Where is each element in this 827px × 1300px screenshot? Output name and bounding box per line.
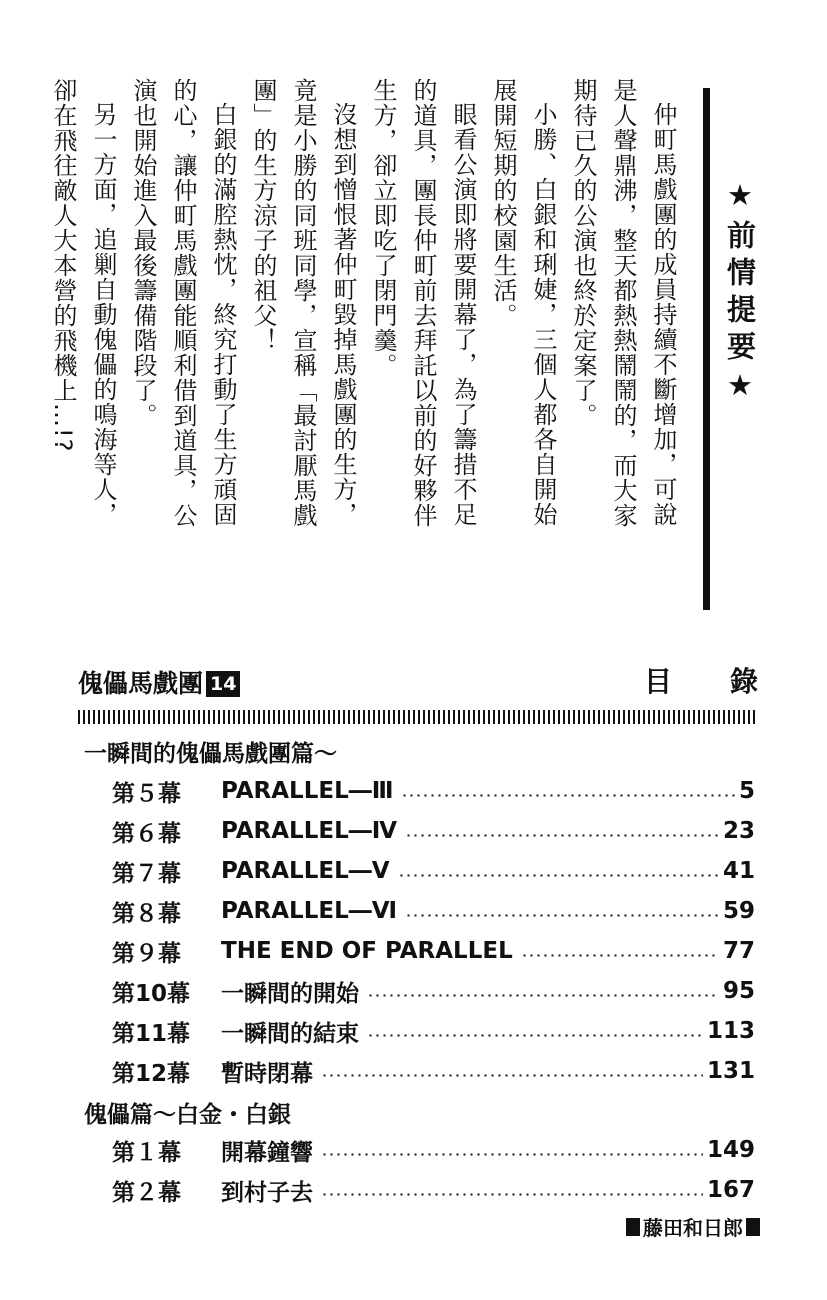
toc-entry[interactable]: [112, 894, 755, 928]
author-mark: [746, 1218, 760, 1236]
toc-act: 第７幕: [112, 860, 181, 887]
toc-chapter-title: 一瞬間的結束: [221, 1020, 359, 1047]
toc-page-number: 59: [722, 898, 755, 924]
toc-act: 第８幕: [112, 900, 181, 927]
synopsis-section: [49, 78, 760, 583]
toc-part-title: 傀儡篇～白金・白銀: [84, 1102, 291, 1128]
synopsis-title: ★前情提要★: [723, 178, 757, 410]
toc-page-number: 131: [706, 1058, 755, 1084]
toc-entry[interactable]: [112, 854, 755, 888]
toc-leader: [321, 1193, 703, 1196]
toc-header: [78, 660, 816, 700]
toc-act: 第５幕: [112, 780, 181, 807]
synopsis-paragraph: 仲町馬戲團的成員持續不斷增加，可說是人聲鼎沸，整天都熱熱鬧鬧的，而大家期待已久的公演也終於定案了。: [569, 78, 677, 528]
synopsis-body: [43, 78, 683, 548]
toc-leader: [321, 1074, 703, 1077]
toc-leader: [321, 1153, 703, 1156]
toc-chapter-title: 到村子去: [221, 1179, 313, 1206]
toc-entry[interactable]: [112, 934, 755, 968]
toc-page-number: 5: [738, 778, 755, 804]
toc-page-number: 41: [722, 858, 755, 884]
toc-entry[interactable]: [112, 1014, 755, 1048]
toc-chapter-title: PARALLEL―Ⅲ: [221, 778, 394, 804]
toc-divider: [78, 710, 758, 724]
toc-entry[interactable]: [112, 1173, 755, 1207]
toc-act: 第10幕: [112, 980, 191, 1007]
toc-page-number: 23: [722, 818, 755, 844]
book-title: [78, 664, 240, 700]
toc-chapter-title: 暫時閉幕: [221, 1060, 313, 1087]
synopsis-paragraph: 白銀的滿腔熱忱，終究打動了生方頑固的心，讓仲町馬戲團能順利借到道具，公演也開始進入最後籌備階段了。: [129, 78, 237, 528]
synopsis-paragraph: 沒想到憎恨著仲町毀掉馬戲團的生方，竟是小勝的同班同學，宣稱「最討厭馬戲團」的生方涼子的祖父！: [249, 78, 357, 528]
toc-part-title: 一瞬間的傀儡馬戲團篇～: [84, 741, 337, 767]
toc-page-number: 113: [706, 1018, 755, 1044]
author-mark: [626, 1218, 640, 1236]
toc-entry[interactable]: [112, 1054, 755, 1088]
toc-act: 第11幕: [112, 1020, 191, 1047]
toc-act: 第１幕: [112, 1139, 181, 1166]
toc-page-number: 149: [706, 1137, 755, 1163]
synopsis-divider: [703, 88, 710, 610]
toc-chapter-title: 開幕鐘響: [221, 1139, 313, 1166]
toc-act: 第２幕: [112, 1179, 181, 1206]
toc-page-number: 77: [722, 938, 755, 964]
toc-leader: [398, 874, 719, 877]
volume-badge: 14: [206, 671, 240, 697]
synopsis-paragraph: 眼看公演即將要開幕了，為了籌措不足的道具，團長仲町前去拜託以前的好夥伴生方，卻立即吃了閉門羹。: [369, 78, 477, 528]
toc-leader: [521, 954, 719, 957]
toc-chapter-title: PARALLEL―Ⅵ: [221, 898, 398, 924]
toc-leader: [401, 794, 735, 797]
author-credit: [623, 1212, 763, 1241]
synopsis-paragraph: 另一方面，追剿自動傀儡的鳴海等人，卻在飛往敵人大本營的飛機上…!?: [49, 78, 117, 527]
toc-heading: 目錄: [643, 665, 816, 698]
toc-chapter-title: PARALLEL―Ⅳ: [221, 818, 398, 844]
toc-chapter-title: THE END OF PARALLEL: [221, 938, 513, 964]
toc-leader: [405, 834, 719, 837]
toc-leader: [405, 914, 719, 917]
toc-entry[interactable]: [112, 774, 755, 808]
synopsis-paragraph: 小勝、白銀和琍婕，三個人都各自開始展開短期的校園生活。: [489, 78, 557, 527]
toc-act: 第６幕: [112, 820, 181, 847]
toc-leader: [367, 994, 719, 997]
toc-chapter-title: 一瞬間的開始: [221, 980, 359, 1007]
toc-leader: [367, 1034, 703, 1037]
toc-entry[interactable]: [112, 814, 755, 848]
toc-entry[interactable]: [112, 974, 755, 1008]
author-name: 藤田和日郎: [643, 1216, 743, 1240]
toc-page-number: 95: [722, 978, 755, 1004]
book-title-text: 傀儡馬戲團: [78, 669, 204, 698]
toc-chapter-title: PARALLEL―Ⅴ: [221, 858, 390, 884]
toc-act: 第12幕: [112, 1060, 191, 1087]
toc-page-number: 167: [706, 1177, 755, 1203]
toc-act: 第９幕: [112, 940, 181, 967]
toc-entry[interactable]: [112, 1133, 755, 1167]
